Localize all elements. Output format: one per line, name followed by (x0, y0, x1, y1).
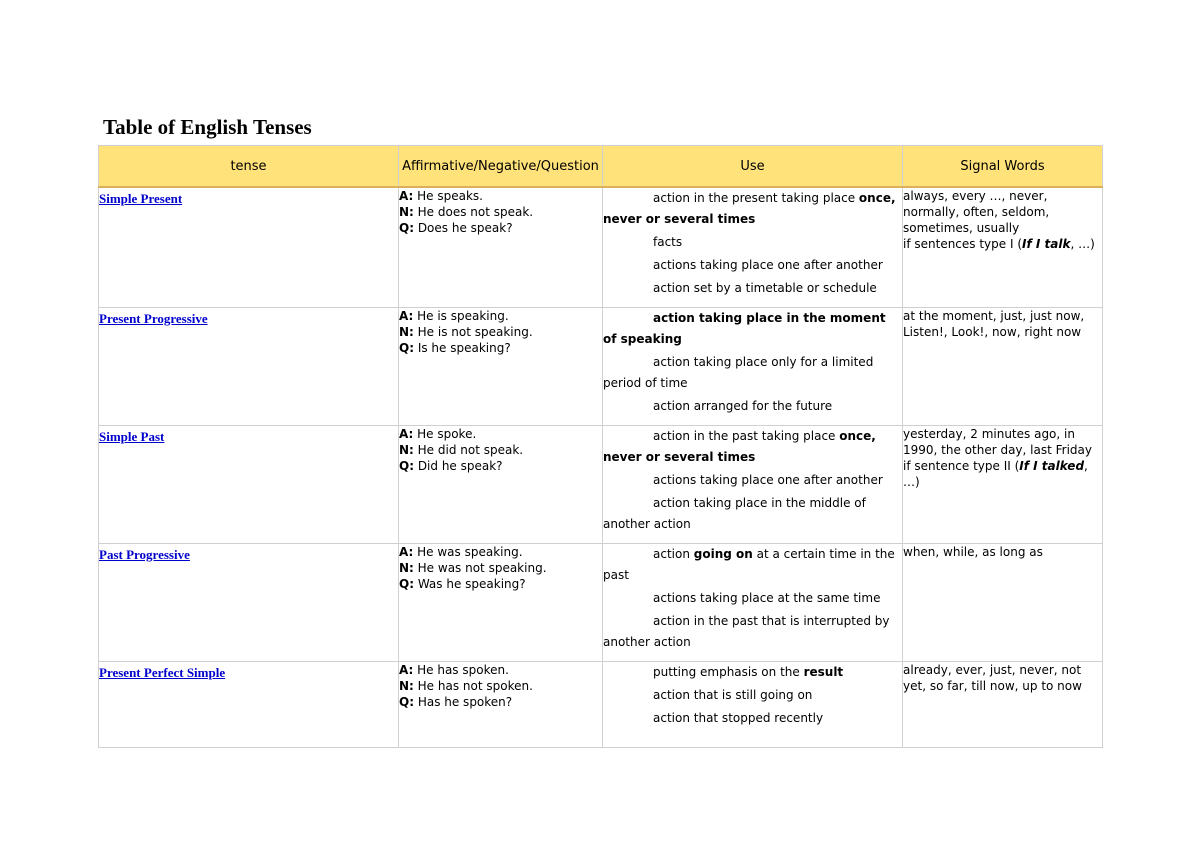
use-item (603, 662, 902, 683)
conditional-note-suffix: , …) (1070, 237, 1095, 251)
use-text-pre: action taking place only for a limited period of time (603, 354, 874, 390)
use-text-pre: action in the past that is interrupted by another action (603, 613, 890, 649)
conditional-note-prefix: if sentences type I ( (903, 237, 1023, 251)
form-sentence: He spoke. (413, 426, 477, 441)
use-item (603, 255, 902, 276)
tense-link[interactable]: Simple Present (99, 191, 183, 206)
form-sentence: He does not speak. (413, 205, 534, 219)
use-item (603, 588, 902, 609)
use-text-strong: going on (693, 546, 753, 561)
table-row (99, 543, 1103, 661)
form-line (399, 560, 602, 576)
form-line (399, 340, 602, 356)
form-label: A: (399, 662, 414, 677)
use-text-pre: action (653, 546, 694, 561)
use-text-pre: actions taking place one after another (653, 472, 883, 487)
table-row (99, 307, 1103, 425)
form-line (399, 576, 602, 592)
form-sentence: He is not speaking. (413, 324, 533, 339)
use-text-pre: putting emphasis on the (653, 664, 804, 679)
forms-cell (399, 307, 603, 425)
conditional-note (903, 458, 1102, 490)
use-text-strong: once, never or several times (603, 428, 876, 464)
form-label: Q: (399, 221, 414, 235)
header-use: Use (603, 146, 903, 188)
tense-cell (99, 661, 399, 747)
use-item (603, 278, 902, 299)
use-text-pre: action set by a timetable or schedule (653, 281, 877, 295)
header-forms: Affirmative/Negative/Question (399, 146, 603, 188)
form-sentence: He has not spoken. (413, 678, 533, 693)
form-line (399, 442, 602, 458)
form-line (399, 458, 602, 474)
tense-link[interactable]: Past Progressive (99, 546, 190, 562)
form-sentence: He was speaking. (413, 544, 523, 559)
use-item (603, 232, 902, 253)
header-signal-words: Signal Words (903, 146, 1103, 188)
forms-cell (399, 425, 603, 543)
use-cell (603, 425, 903, 543)
tenses-table (98, 145, 1103, 748)
form-line (399, 188, 602, 204)
form-label: N: (399, 324, 414, 339)
use-text-pre: action that stopped recently (653, 710, 824, 725)
header-row (99, 146, 1103, 188)
form-sentence: He did not speak. (413, 442, 524, 457)
form-label: A: (399, 544, 414, 559)
form-line (399, 308, 602, 324)
use-text-strong: once, never or several times (603, 191, 896, 226)
use-text-pre: actions taking place at the same time (653, 590, 881, 605)
form-label: Q: (399, 340, 414, 355)
conditional-note-prefix: if sentence type II ( (903, 458, 1020, 473)
use-item (603, 544, 902, 586)
use-item (603, 426, 902, 468)
tense-cell (99, 543, 399, 661)
form-sentence: Has he spoken? (414, 694, 513, 709)
use-text-pre: action taking place in the middle of another action (603, 495, 866, 531)
form-line (399, 324, 602, 340)
header-tense: tense (99, 146, 399, 188)
use-text-pre: facts (653, 235, 683, 249)
table-row (99, 425, 1103, 543)
use-item (603, 685, 902, 706)
form-sentence: Is he speaking? (414, 340, 511, 355)
form-label: A: (399, 426, 414, 441)
use-cell (603, 543, 903, 661)
conditional-note-suffix: , …) (903, 458, 1088, 489)
signal-words-cell (903, 307, 1103, 425)
form-line (399, 544, 602, 560)
use-cell (603, 307, 903, 425)
use-text-pre: actions taking place one after another (653, 258, 883, 272)
form-label: N: (399, 678, 414, 693)
form-sentence: Did he speak? (414, 458, 503, 473)
tense-cell (99, 307, 399, 425)
form-label: N: (399, 442, 414, 457)
conditional-note (903, 236, 1102, 252)
form-label: N: (399, 205, 414, 219)
signal-words-text: always, every …, never, normally, often, seldom, sometimes, usually (903, 189, 1050, 235)
signal-words-text: already, ever, just, never, not yet, so far, till now, up to now (903, 662, 1082, 693)
form-sentence: He is speaking. (413, 308, 509, 323)
use-text-pre: action in the present taking place (653, 191, 859, 205)
use-item (603, 470, 902, 491)
tense-link[interactable]: Present Progressive (99, 310, 208, 326)
use-item (603, 188, 902, 230)
table-row (99, 661, 1103, 747)
use-item (603, 396, 902, 417)
form-label: N: (399, 560, 414, 575)
signal-words-cell (903, 543, 1103, 661)
tense-cell (99, 187, 399, 307)
form-label: A: (399, 308, 414, 323)
use-text-strong: action taking place in the moment of speaking (603, 310, 886, 346)
conditional-example: If I talk (1022, 237, 1071, 251)
use-cell (603, 661, 903, 747)
use-item (603, 352, 902, 394)
use-cell (603, 187, 903, 307)
form-label: Q: (399, 576, 414, 591)
form-sentence: He was not speaking. (413, 560, 547, 575)
table-row (99, 187, 1103, 307)
tense-link[interactable]: Simple Past (99, 428, 165, 444)
use-item (603, 708, 902, 729)
form-line (399, 220, 602, 236)
signal-words-cell (903, 661, 1103, 747)
use-item (603, 308, 902, 350)
use-text-strong: result (803, 664, 844, 679)
form-label: Q: (399, 458, 414, 473)
page-title: Table of English Tenses (103, 115, 312, 139)
signal-words-text: yesterday, 2 minutes ago, in 1990, the other day, last Friday (903, 426, 1092, 457)
signal-words-text: at the moment, just, just now, Listen!, Look!, now, right now (903, 308, 1085, 339)
signal-words-cell (903, 425, 1103, 543)
tense-link[interactable]: Present Perfect Simple (99, 664, 226, 680)
form-sentence: Does he speak? (414, 221, 513, 235)
form-label: Q: (399, 694, 414, 709)
use-text-pre: action in the past taking place (653, 428, 840, 443)
form-line (399, 204, 602, 220)
tense-cell (99, 425, 399, 543)
form-label: A: (399, 189, 414, 203)
use-item (603, 611, 902, 653)
conditional-example: If I talked (1019, 458, 1085, 473)
signal-words-cell (903, 187, 1103, 307)
form-line (399, 678, 602, 694)
forms-cell (399, 543, 603, 661)
form-line (399, 694, 602, 710)
use-item (603, 493, 902, 535)
use-text-pre: action arranged for the future (653, 398, 833, 413)
forms-cell (399, 661, 603, 747)
use-text-post: at a certain time in the past (603, 546, 895, 582)
form-line (399, 426, 602, 442)
form-sentence: Was he speaking? (414, 576, 526, 591)
form-line (399, 662, 602, 678)
forms-cell (399, 187, 603, 307)
form-sentence: He has spoken. (413, 662, 509, 677)
form-sentence: He speaks. (413, 189, 483, 203)
signal-words-text: when, while, as long as (903, 544, 1043, 559)
use-text-pre: action that is still going on (653, 687, 813, 702)
